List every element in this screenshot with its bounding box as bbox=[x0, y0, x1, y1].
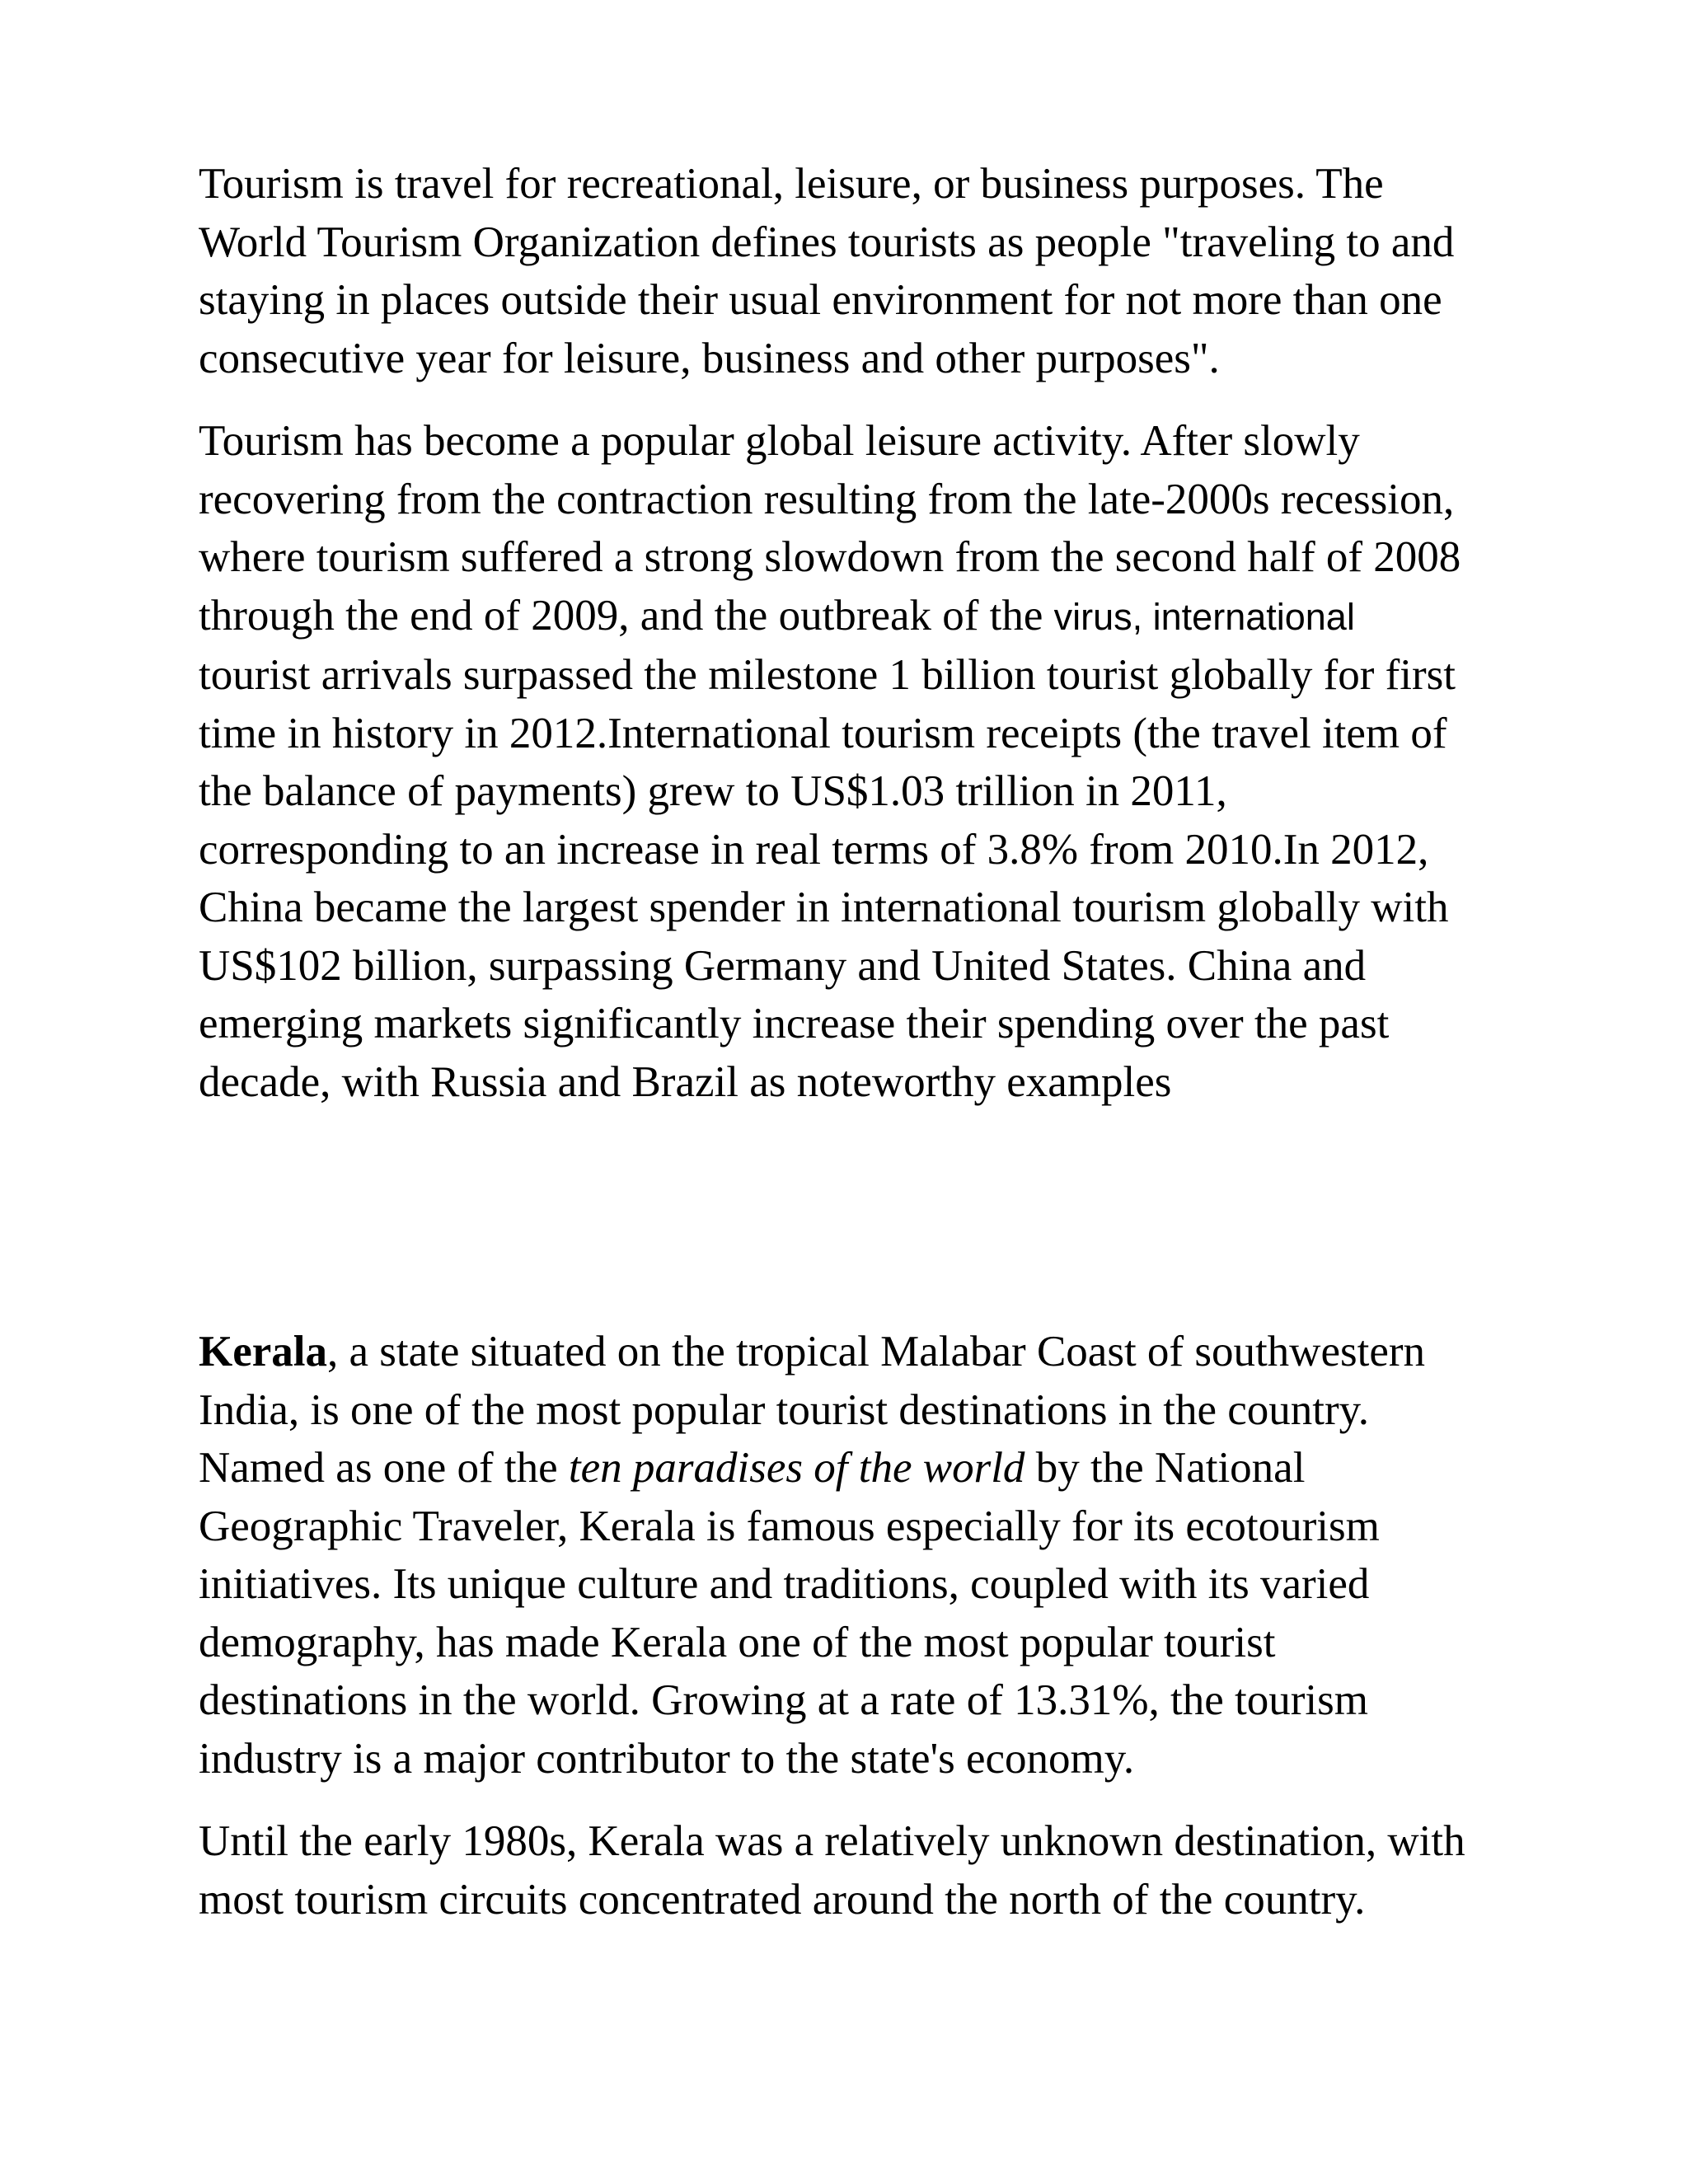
document-body bbox=[199, 155, 1501, 1953]
italic-phrase: ten paradises of the world bbox=[568, 1444, 1025, 1492]
text-line: staying in places outside their usual environment for not more than one bbox=[199, 276, 1442, 324]
text-line: World Tourism Organization defines tourists as people "traveling to and bbox=[199, 218, 1455, 266]
text-line: Geographic Traveler, Kerala is famous especially for its ecotourism bbox=[199, 1502, 1380, 1550]
text-line: the balance of payments) grew to US$1.03 trillion in 2011, bbox=[199, 767, 1227, 815]
text-line: tourist arrivals surpassed the milestone 1 billion tourist globally for first bbox=[199, 651, 1456, 699]
text-line: Tourism has become a popular global leisure activity. After slowly bbox=[199, 417, 1360, 465]
text-line bbox=[199, 587, 1501, 647]
paragraph-kerala bbox=[199, 1323, 1501, 1788]
text-line: decade, with Russia and Brazil as noteworthy examples bbox=[199, 1057, 1172, 1106]
paragraph-tourism-definition bbox=[199, 155, 1501, 387]
text-line: recovering from the contraction resulting from the late-2000s recession, bbox=[199, 475, 1455, 523]
blank-space bbox=[199, 1136, 1501, 1323]
text-line: time in history in 2012.International tourism receipts (the travel item of bbox=[199, 709, 1447, 757]
text-line bbox=[199, 1323, 1501, 1381]
sans-text-segment: virus, international bbox=[1053, 595, 1355, 638]
text-line: demography, has made Kerala one of the most popular tourist bbox=[199, 1618, 1276, 1666]
text-line: initiatives. Its unique culture and traditions, coupled with its varied bbox=[199, 1560, 1370, 1608]
text-segment: through the end of 2009, and the outbreak of the bbox=[199, 591, 1054, 640]
text-line bbox=[199, 1439, 1501, 1497]
text-segment: , a state situated on the tropical Malabar Coast of southwestern bbox=[327, 1328, 1425, 1376]
text-line: Until the early 1980s, Kerala was a relatively unknown destination, with bbox=[199, 1817, 1465, 1865]
text-segment: Named as one of the bbox=[199, 1444, 569, 1492]
text-line: most tourism circuits concentrated around the north of the country. bbox=[199, 1875, 1366, 1924]
text-line: emerging markets significantly increase their spending over the past bbox=[199, 1000, 1390, 1047]
text-line: where tourism suffered a strong slowdown from the second half of 2008 bbox=[199, 533, 1461, 581]
text-line: destinations in the world. Growing at a rate of 13.31%, the tourism bbox=[199, 1676, 1368, 1724]
text-line: US$102 billion, surpassing Germany and United States. China and bbox=[199, 941, 1367, 990]
text-line: India, is one of the most popular tourist destinations in the country. bbox=[199, 1385, 1369, 1434]
text-line: consecutive year for leisure, business and other purposes". bbox=[199, 334, 1220, 382]
text-line: Tourism is travel for recreational, leisure, or business purposes. The bbox=[199, 160, 1384, 208]
text-line: industry is a major contributor to the state's economy. bbox=[199, 1734, 1135, 1783]
text-segment: by the National bbox=[1025, 1444, 1306, 1492]
bold-term-kerala: Kerala bbox=[199, 1328, 327, 1376]
paragraph-kerala-history bbox=[199, 1812, 1501, 1929]
text-line: corresponding to an increase in real terms of 3.8% from 2010.In 2012, bbox=[199, 825, 1429, 874]
text-line: China became the largest spender in international tourism globally with bbox=[199, 883, 1449, 931]
paragraph-global-tourism bbox=[199, 412, 1501, 1111]
